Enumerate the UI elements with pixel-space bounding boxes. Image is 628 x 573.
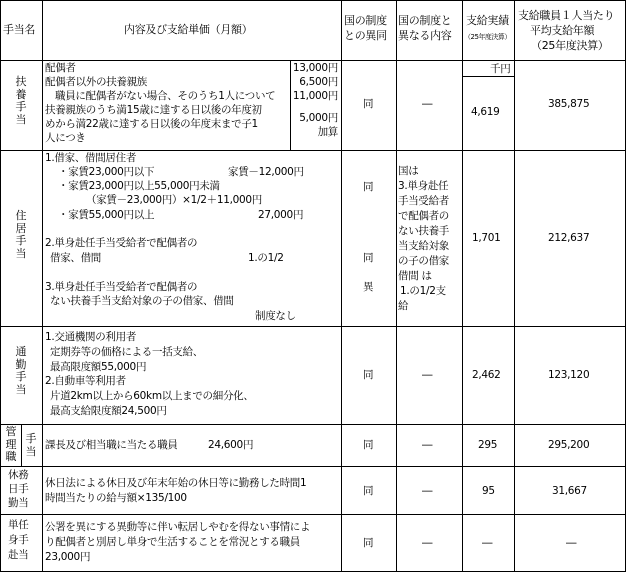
row-kyujitsu-name: 休務 (8, 469, 29, 481)
fuyo-item-label: 人につき (45, 132, 86, 144)
tsukin-content: ― (422, 369, 433, 381)
grid-line (0, 326, 626, 327)
fuyo-actual: 4,619 (471, 106, 500, 118)
kyujitsu-content: ― (422, 485, 433, 497)
kanri-average: 295,200 (548, 439, 590, 451)
fuyo-item-label: めから満22歳に達する日以後の年度末まで子1 (45, 118, 258, 130)
jukyo-content: 3.単身赴任 (398, 180, 449, 192)
header-average-3: （25年度決算） (531, 39, 609, 52)
jukyo-line: 1.の1/2 (248, 252, 284, 264)
header-average-2: 平均支給年額 (530, 24, 595, 37)
jukyo-content: 1.の1/2支 (400, 285, 446, 297)
tsukin-line: 定期券等の価格による一括支給、 (50, 346, 203, 358)
tsukin-line: 片道2km以上から60km以上までの細分化、 (50, 390, 254, 402)
tsukin-average: 123,120 (548, 369, 590, 381)
tsukin-line: 2.自動車等利用者 (45, 375, 126, 387)
header-different-content-2: 異なる内容 (398, 29, 452, 42)
jukyo-line: 家賃－12,000円 (228, 166, 304, 178)
unit-label: 千円 (490, 63, 511, 75)
grid-line (0, 466, 626, 467)
row-fuyo-name: 扶 養 手 当 (15, 75, 27, 126)
jukyo-content: の子の借家 (398, 255, 449, 267)
jukyo-line: 2.単身赴任手当受給者で配偶者の (45, 237, 198, 249)
grid-line (341, 0, 342, 572)
jukyo-content: ない扶養手 (398, 225, 449, 237)
tanshin-content: ― (422, 537, 433, 549)
fuyo-item-label: 配偶者以外の扶養親族 (45, 76, 147, 88)
jukyo-line: 1.借家、借間居住者 (45, 152, 137, 164)
jukyo-line: ない扶養手当支給対象の子の借家、借間 (50, 295, 234, 307)
grid-line (21, 424, 22, 466)
tanshin-line: 公署を異にする異動等に伴い転居しやむを得ない事情によ (45, 521, 311, 533)
fuyo-item-label: 配偶者 (45, 62, 76, 74)
jukyo-content: 手当受給者 (398, 195, 449, 207)
jukyo-line: 3.単身赴任手当受給者で配偶者の (45, 281, 198, 293)
header-national-diff-1: 国の制度 (344, 14, 387, 27)
grid-line (0, 424, 626, 425)
fuyo-item-amount: 11,000円 (292, 90, 338, 102)
jukyo-diff: 同 (363, 181, 374, 193)
tanshin-actual: ― (482, 537, 493, 549)
fuyo-diff: 同 (363, 98, 374, 110)
tsukin-line: 最高限度額55,000円 (50, 361, 147, 373)
grid-line (462, 0, 463, 572)
tanshin-average: ― (566, 537, 577, 549)
row-tsukin-name: 通 勤 手 当 (15, 345, 27, 396)
kanri-content: ― (422, 439, 433, 451)
header-content: 内容及び支給単価（月額） (124, 23, 253, 36)
header-different-content-1: 国の制度と (398, 14, 452, 27)
grid-line (514, 0, 515, 572)
jukyo-diff: 同 (363, 252, 374, 264)
tanshin-line: り配偶者と別居し単身で生活することを常況とする職員 (45, 536, 300, 548)
fuyo-item-amount: 5,000円 (299, 112, 338, 124)
row-kyujitsu-name: 勤当 (8, 497, 29, 509)
kyujitsu-diff: 同 (363, 485, 374, 497)
row-jukyo-name: 住 居 手 当 (15, 209, 27, 260)
fuyo-item-label: 扶養親族のうち満15歳に達する日以後の年度初 (45, 104, 262, 116)
header-national-diff-2: との異同 (344, 29, 387, 42)
kanri-amount: 24,600円 (208, 439, 254, 451)
grid-line (0, 514, 626, 515)
row-tanshin-name: 単任 (8, 519, 29, 531)
kyujitsu-actual: 95 (482, 485, 495, 497)
jukyo-average: 212,637 (548, 232, 590, 244)
jukyo-content: 国は (398, 165, 419, 177)
row-tanshin-name: 身手 (8, 534, 29, 546)
jukyo-line: ・家賃23,000円以上55,000円未満 (58, 180, 220, 192)
row-kyujitsu-name: 日手 (8, 483, 29, 495)
header-allowance-name: 手当名 (3, 23, 36, 36)
kanri-text: 課長及び相当職に当たる職員 (45, 439, 178, 451)
jukyo-diff: 異 (363, 281, 374, 293)
fuyo-average: 385,875 (548, 98, 590, 110)
tanshin-diff: 同 (363, 537, 374, 549)
header-actual-note: （25年度決算） (464, 33, 511, 41)
tsukin-line: 1.交通機関の利用者 (45, 331, 137, 343)
grid-line (396, 0, 397, 572)
fuyo-item-amount: 13,000円 (292, 62, 338, 74)
jukyo-line: ・家賃23,000円以下 (58, 166, 155, 178)
fuyo-content: ― (422, 98, 433, 110)
tsukin-actual: 2,462 (472, 369, 501, 381)
kyujitsu-average: 31,667 (552, 485, 587, 497)
tanshin-line: 23,000円 (45, 551, 91, 563)
row-kanri-name-b: 手 当 (25, 432, 37, 458)
jukyo-line: 制度なし (255, 310, 296, 322)
fuyo-item-label: 職員に配偶者がない場合、そのうち1人について (55, 90, 276, 102)
jukyo-line: 借家、借間 (50, 252, 101, 264)
tsukin-diff: 同 (363, 369, 374, 381)
kyujitsu-line: 時間当たりの給与額×135/100 (45, 492, 187, 504)
jukyo-line: 27,000円 (258, 209, 304, 221)
kanri-diff: 同 (363, 439, 374, 451)
row-tanshin-name: 赴当 (8, 549, 29, 561)
jukyo-content: で配偶者の (398, 210, 449, 222)
jukyo-line: （家賃－23,000円）×1/2＋11,000円 (86, 194, 262, 206)
jukyo-content: 当支給対象 (398, 240, 449, 252)
jukyo-content: 借間 は (398, 270, 432, 282)
tsukin-line: 最高支給限度額24,500円 (50, 405, 167, 417)
row-kanri-name-a: 管 理 職 (5, 425, 17, 463)
header-actual: 支給実績 (466, 14, 509, 27)
grid-line (42, 0, 43, 572)
fuyo-item-amount: 6,500円 (299, 76, 338, 88)
kyujitsu-line: 休日法による休日及び年末年始の休日等に勤務した時間1 (45, 477, 307, 489)
jukyo-actual: 1,701 (472, 232, 501, 244)
fuyo-item-amount: 加算 (317, 126, 338, 138)
grid-line (462, 76, 514, 77)
jukyo-line: ・家賃55,000円以上 (58, 209, 155, 221)
jukyo-content: 給 (398, 300, 409, 312)
header-average-1: 支給職員１人当たり (518, 9, 615, 22)
kanri-actual: 295 (478, 439, 498, 451)
